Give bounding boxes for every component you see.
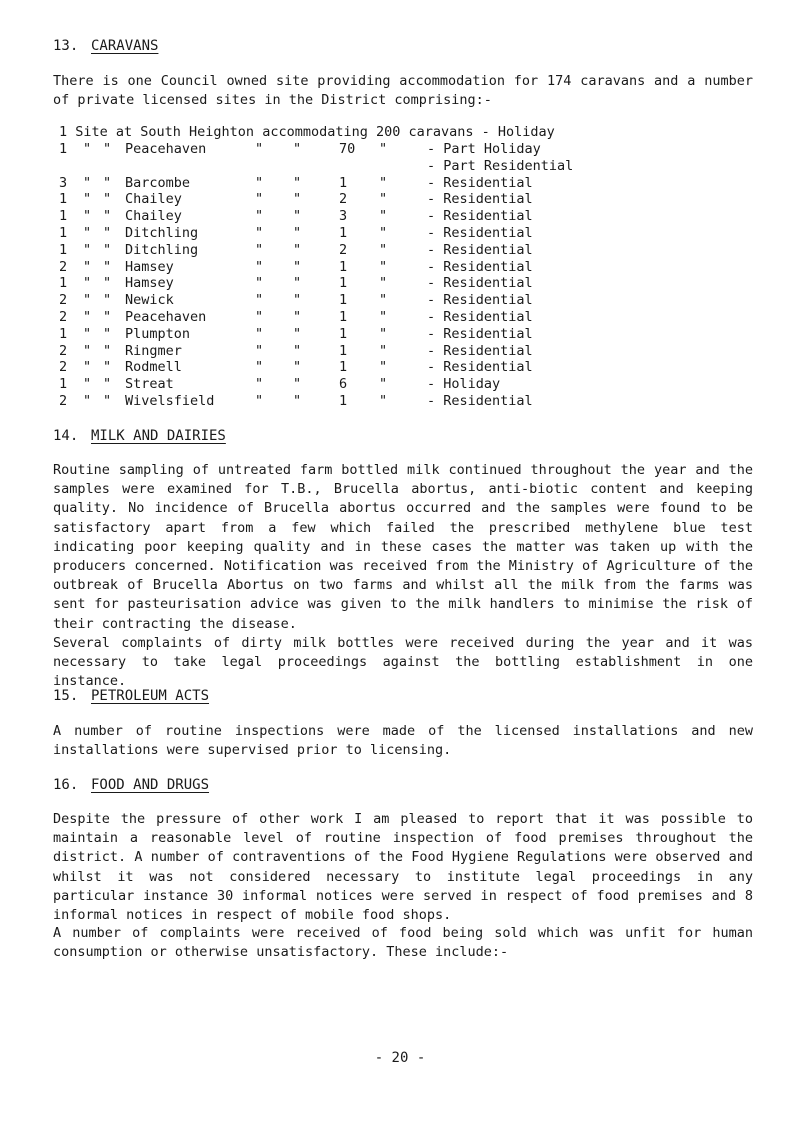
site-cell-type: - Residential [427,275,533,292]
food-paragraph-1: Despite the pressure of other work I am pleased to report that it was possible to maintain a reasonable level of routine inspection of food premises throughout the district. A number of contraventions of the Food Hygiene Regulations were observed and whilst it was not considered necessary to institute legal proceedings in any particular instance 30 informal notices were served in respect of food premises and 8 informal notices in respect of mobile food shops. [53,811,753,924]
section-number: 14. [53,428,79,444]
site-cell-cap: 70 [339,141,356,157]
site-cell-q5: " [379,308,388,325]
site-cell-n: 1 [59,191,68,208]
site-cell-place: Hamsey [125,258,174,275]
site-cell-q5: " [379,208,388,225]
site-cell-n: 1 [59,325,68,342]
site-cell-q3: " [255,224,264,241]
table-row [55,309,573,326]
site-cell-n: 1 [59,241,68,258]
site-cell-q2: " [103,392,112,409]
site-cell-q1: " [83,359,92,376]
site-cell-type: - Residential [427,342,533,359]
site-cell-cap [339,158,379,175]
site-cell-q3: " [255,275,264,292]
site-cell-q4: " [293,208,302,225]
site-cell-q3: " [255,359,264,376]
site-cell-cap: 2 [339,191,348,208]
site-cell-q2: " [103,292,112,309]
site-cell-q2: " [103,191,112,208]
milk-paragraph-2: Several complaints of dirty milk bottles were received during the year and it was necessary to take legal proceedings against the bottling establishment in one instance. [53,635,753,690]
site-cell-type: - Residential [427,174,533,191]
table-row [55,393,573,410]
section-heading-caravans [53,38,158,54]
site-cell-q4: " [293,224,302,241]
site-cell-q3: " [255,325,264,342]
section-number: 13. [53,38,79,54]
section-title: CARAVANS [91,38,159,54]
site-cell-type: - Residential [427,325,533,342]
table-row [55,242,573,259]
site-cell-n: 2 [59,342,68,359]
site-cell-type: - Residential [427,208,533,225]
site-cell-q3: " [255,392,264,409]
site-cell-place: Peacehaven [125,141,207,157]
site-cell-q2: " [103,342,112,359]
site-cell-q2: " [103,258,112,275]
site-cell-q2 [103,158,125,175]
table-row [55,141,573,158]
site-cell-n: 2 [59,258,68,275]
caravans-intro-paragraph: There is one Council owned site providing accommodation for 174 caravans and a number of private licensed sites in the District comprising:- [53,73,753,109]
table-row [55,326,573,343]
site-cell-q2: " [103,174,112,191]
site-cell-n: 2 [59,359,68,376]
site-cell-q4: " [293,325,302,342]
site-cell-q1: " [83,191,92,208]
site-cell-type: - Residential [427,359,533,376]
site-cell-q5: " [379,359,388,376]
table-row [55,191,573,208]
site-cell-q1: " [83,376,92,393]
site-cell-q4: " [293,359,302,376]
site-cell-q2: " [103,376,112,393]
caravans-first-row: 1 Site at South Heighton accommodating 200 caravans - Holiday [59,124,555,140]
site-cell-place: Streat [125,376,174,393]
site-cell-q1: " [83,224,92,241]
site-cell-n: 1 [59,275,68,292]
site-cell-place: Hamsey [125,275,174,292]
site-cell-q3: " [255,342,264,359]
section-heading-food [53,777,209,793]
site-cell-q4: " [293,275,302,292]
site-cell-q1: " [83,308,92,325]
site-cell-place: Plumpton [125,325,191,342]
section-number: 15. [53,688,79,704]
site-cell-cap: 1 [339,174,348,191]
site-cell-n: 2 [59,392,68,409]
site-cell-q5: " [379,241,388,258]
site-cell-type: - Residential [427,292,533,309]
site-cell-q4: " [293,191,302,208]
site-cell-q2: " [103,224,112,241]
site-cell-n [55,158,83,175]
site-cell-q1: " [83,292,92,309]
site-cell-q3: " [255,208,264,225]
site-cell-q3: " [255,258,264,275]
site-cell-q3: " [255,376,264,393]
site-cell-place: Barcombe [125,174,191,191]
table-row [55,175,573,192]
site-cell-q4: " [293,174,302,191]
section-title: MILK AND DAIRIES [91,428,226,444]
site-cell-place: Ditchling [125,241,199,258]
petroleum-paragraph: A number of routine inspections were made of the licensed installations and new installations were supervised prior to licensing. [53,723,753,759]
site-cell-q4 [293,158,339,175]
site-cell-type: - Part Holiday [427,141,541,157]
table-row [55,225,573,242]
site-cell-n: 3 [59,174,68,191]
site-cell-q2: " [103,208,112,225]
site-cell-cap: 1 [339,342,348,359]
site-cell-q2: " [103,141,112,157]
site-cell-q2: " [103,359,112,376]
site-cell-place: Newick [125,292,174,309]
site-cell-q4: " [293,258,302,275]
site-cell-n: 2 [59,292,68,309]
site-cell-cap: 1 [339,392,348,409]
site-cell-q2: " [103,325,112,342]
site-cell-q1: " [83,325,92,342]
site-cell-cap: 1 [339,224,348,241]
caravan-sites-table [55,141,573,410]
site-cell-q1 [83,158,103,175]
table-row [55,259,573,276]
site-cell-type: - Residential [427,191,533,208]
section-title: FOOD AND DRUGS [91,777,210,793]
site-cell-q5: " [379,376,388,393]
table-row [55,275,573,292]
site-cell-q3: " [255,174,264,191]
site-cell-cap: 1 [339,292,348,309]
site-cell-cap: 1 [339,359,348,376]
site-cell-q5: " [379,191,388,208]
section-heading-petroleum [53,688,209,704]
site-cell-q1: " [83,342,92,359]
site-cell-q5: " [379,174,388,191]
site-cell-n: 1 [59,224,68,241]
site-cell-q1: " [83,275,92,292]
site-cell-cap: 2 [339,241,348,258]
section-title: PETROLEUM ACTS [91,688,210,704]
site-cell-cap: 1 [339,275,348,292]
site-cell-q3: " [255,292,264,309]
site-cell-n: 1 [59,208,68,225]
site-cell-q4: " [293,376,302,393]
site-cell-place: Wivelsfield [125,392,215,409]
site-cell-q1: " [83,258,92,275]
site-cell-type: - Residential [427,241,533,258]
milk-paragraph-1: Routine sampling of untreated farm bottled milk continued throughout the year and the samples were examined for T.B., Brucella abortus, anti-biotic content and keeping quality. No incidence of Brucella abortus occurred and the samples were found to be satisfactory apart from a few which failed the prescribed methylene blue test indicating poor keeping quality and in these cases the matter was taken up with the producers concerned. Notification was received from the Ministry of Agriculture of the outbreak of Brucella Abortus on two farms and whilst all the milk from the farms was sent for pasteurisation advice was given to the milk handlers to minimise the risk of their contracting the disease. [53,462,753,632]
site-cell-q3: " [255,241,264,258]
site-cell-type: - Residential [427,258,533,275]
site-cell-q2: " [103,308,112,325]
site-cell-cap: 6 [339,376,348,393]
site-cell-q5: " [379,292,388,309]
site-cell-q5: " [379,392,388,409]
site-cell-q3: " [255,141,264,157]
site-cell-q1: " [83,392,92,409]
site-cell-q4: " [293,241,302,258]
site-cell-place [125,158,255,175]
site-cell-place: Ditchling [125,224,199,241]
site-cell-q4: " [293,141,302,157]
table-row [55,158,573,175]
site-cell-type: - Residential [427,392,533,409]
site-cell-q5: " [379,258,388,275]
site-cell-place: Chailey [125,208,182,225]
site-cell-q2: " [103,241,112,258]
site-cell-q1: " [83,208,92,225]
table-row [55,343,573,360]
site-cell-q5: " [379,342,388,359]
site-cell-type: - Residential [427,224,533,241]
site-cell-q1: " [83,141,92,157]
site-cell-q4: " [293,392,302,409]
site-cell-type: - Holiday [427,376,501,393]
site-cell-q4: " [293,292,302,309]
site-cell-q5: " [379,275,388,292]
site-cell-n: 2 [59,308,68,325]
site-cell-cap: 3 [339,208,348,225]
site-cell-cap: 1 [339,258,348,275]
site-cell-n: 1 [59,376,68,393]
site-cell-n: 1 [59,141,68,157]
table-row [55,359,573,376]
table-row [55,292,573,309]
site-cell-q4: " [293,308,302,325]
site-cell-q3: " [255,308,264,325]
site-cell-place: Chailey [125,191,182,208]
food-paragraph-2: A number of complaints were received of food being sold which was unfit for human consumption or otherwise unsatisfactory. These include:- [53,925,753,961]
site-cell-place: Ringmer [125,342,182,359]
table-row [55,208,573,225]
site-cell-q4: " [293,342,302,359]
site-cell-place: Rodmell [125,359,182,376]
site-cell-q3: " [255,191,264,208]
site-cell-type: - Part Residential [427,157,574,174]
table-row [55,376,573,393]
site-cell-q3 [255,158,293,175]
site-cell-q5 [379,158,427,175]
site-cell-type: - Residential [427,308,533,325]
site-cell-q5: " [379,141,388,157]
site-cell-q2: " [103,275,112,292]
site-cell-place: Peacehaven [125,308,207,325]
site-cell-q1: " [83,241,92,258]
site-cell-cap: 1 [339,325,348,342]
site-cell-cap: 1 [339,308,348,325]
section-number: 16. [53,777,79,793]
section-heading-milk [53,428,226,444]
site-cell-q5: " [379,325,388,342]
page-number: - 20 - [374,1050,426,1066]
site-cell-q5: " [379,224,388,241]
site-cell-q1: " [83,174,92,191]
